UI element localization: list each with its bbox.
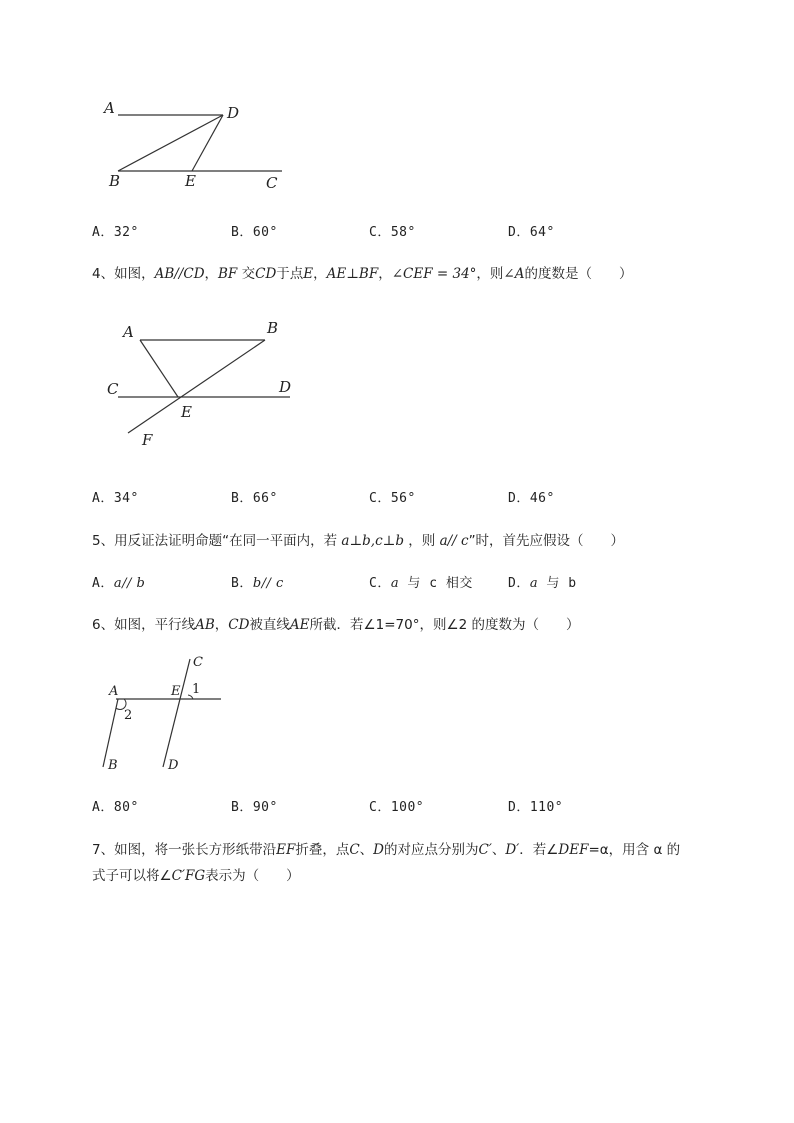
q6-option-d[interactable]: D．110° bbox=[508, 800, 564, 815]
q4-math-e: E bbox=[303, 266, 314, 282]
q6-label-c: C bbox=[193, 655, 203, 670]
q7-text: 表示为（ ） bbox=[205, 868, 300, 884]
q4-label-a: A bbox=[123, 323, 134, 341]
q6-line-ab bbox=[103, 699, 118, 767]
q4-label-c: C bbox=[107, 380, 119, 398]
q6-option-c[interactable]: C．100° bbox=[369, 800, 425, 815]
q5-option-b-head: B． bbox=[231, 576, 253, 591]
q7-math-d: D bbox=[373, 842, 384, 858]
q4-stem bbox=[92, 262, 632, 282]
q4-label-d: D bbox=[279, 378, 292, 396]
q5-option-a[interactable] bbox=[92, 572, 145, 591]
q5-option-c[interactable] bbox=[369, 572, 473, 591]
q6-label-angle-2: 2 bbox=[124, 708, 133, 723]
q3-label-a: A bbox=[104, 99, 115, 117]
q6-label-d: D bbox=[168, 758, 179, 773]
q6-prefix: 6、如图，平行线 bbox=[92, 617, 196, 633]
q4-math-angle-cef: ∠CEF = 34° bbox=[391, 266, 477, 282]
q3-label-c: C bbox=[266, 174, 278, 192]
q4-text: ，则 bbox=[476, 266, 504, 282]
q5-option-b-math: b// c bbox=[252, 576, 284, 591]
q4-text: 的度数是（ ） bbox=[524, 266, 633, 282]
q5-text: ”时，首先应假设（ ） bbox=[468, 533, 625, 549]
q6-label-b: B bbox=[108, 758, 118, 773]
q5-option-a-math: a// b bbox=[113, 576, 146, 591]
q5-option-b[interactable] bbox=[231, 572, 284, 591]
q6-math-ae: AE bbox=[289, 617, 310, 633]
q6-option-a[interactable]: A．80° bbox=[92, 800, 139, 815]
q7-text: 折叠，点 bbox=[295, 842, 350, 858]
q6-text: 所截．若∠1=70°，则∠2 的度数为（ ） bbox=[309, 617, 580, 633]
q5-option-d[interactable] bbox=[508, 572, 577, 591]
q7-math-def: DEF bbox=[558, 842, 589, 858]
q3-option-b[interactable]: B．60° bbox=[231, 225, 278, 240]
q5-option-c-head: C． bbox=[369, 576, 391, 591]
q7-math-c-prime-fg: C′FG bbox=[171, 868, 206, 884]
q5-option-c-tail: 与 c 相交 bbox=[399, 576, 473, 591]
q5-option-d-tail: 与 b bbox=[538, 576, 577, 591]
q6-label-angle-1: 1 bbox=[192, 682, 201, 697]
q6-math-cd: CD bbox=[228, 617, 250, 633]
q4-text: 交 bbox=[237, 266, 256, 282]
q6-line-cd bbox=[163, 659, 190, 767]
q4-text: ， bbox=[313, 266, 327, 282]
q7-math-c: C bbox=[349, 842, 360, 858]
q7-stem-line-2 bbox=[92, 864, 300, 884]
q4-option-d[interactable]: D．46° bbox=[508, 491, 555, 506]
q4-label-f: F bbox=[142, 431, 153, 449]
q7-text: ．若∠ bbox=[519, 842, 559, 858]
q6-option-b[interactable]: B．90° bbox=[231, 800, 278, 815]
q7-text: 式子可以将∠ bbox=[92, 868, 172, 884]
q4-math-cd: CD bbox=[255, 266, 277, 282]
q4-line-bf bbox=[128, 340, 265, 433]
q4-math-ae-bf: AE⊥BF bbox=[326, 266, 379, 282]
q7-text: 的对应点分别为 bbox=[384, 842, 479, 858]
q6-label-e: E bbox=[171, 684, 181, 699]
q6-label-a: A bbox=[109, 684, 119, 699]
q7-text: 7、如图，将一张长方形纸带沿 bbox=[92, 842, 277, 858]
q5-option-c-math: a bbox=[390, 576, 400, 591]
q5-math-premise: a⊥b,c⊥b bbox=[341, 533, 404, 549]
q3-label-d: D bbox=[227, 104, 240, 122]
q7-text: 、 bbox=[491, 842, 506, 858]
q4-figure bbox=[100, 315, 310, 455]
q4-option-a[interactable]: A．34° bbox=[92, 491, 139, 506]
q3-label-e: E bbox=[185, 172, 196, 190]
q6-figure bbox=[100, 652, 230, 774]
q5-prefix: 5、用反证法证明命题“在同一平面内，若 bbox=[92, 533, 338, 549]
q4-label-b: B bbox=[267, 319, 279, 337]
q4-label-e: E bbox=[181, 403, 192, 421]
q6-text: ， bbox=[214, 617, 229, 633]
q4-option-c[interactable]: C．56° bbox=[369, 491, 416, 506]
q4-option-b[interactable]: B．66° bbox=[231, 491, 278, 506]
q5-option-d-head: D． bbox=[508, 576, 530, 591]
q6-text: 被直线 bbox=[249, 617, 290, 633]
q7-text: 、 bbox=[359, 842, 374, 858]
q4-text: ， bbox=[204, 266, 219, 282]
q6-stem bbox=[92, 613, 579, 633]
q4-math-bf: BF bbox=[218, 266, 238, 282]
q3-option-a[interactable]: A．32° bbox=[92, 225, 139, 240]
q6-math-ab: AB bbox=[195, 617, 215, 633]
q5-stem bbox=[92, 529, 624, 549]
q5-text: ，则 bbox=[408, 533, 436, 549]
q4-text: ， bbox=[378, 266, 392, 282]
q7-math-c-prime: C′ bbox=[478, 842, 492, 858]
q7-stem-line-1 bbox=[92, 838, 680, 858]
q3-option-c[interactable]: C．58° bbox=[369, 225, 416, 240]
q3-label-b: B bbox=[109, 172, 121, 190]
q3-option-d[interactable]: D．64° bbox=[508, 225, 555, 240]
q4-prefix: 4、如图， bbox=[92, 266, 155, 282]
q7-math-d-prime: D′ bbox=[505, 842, 520, 858]
q5-math-conclusion: a// c bbox=[439, 533, 469, 549]
q4-math-angle-a: ∠A bbox=[503, 266, 525, 282]
q5-option-a-head: A． bbox=[92, 576, 114, 591]
q4-text: 于点 bbox=[276, 266, 304, 282]
q4-math-ab-cd: AB//CD bbox=[154, 266, 205, 282]
q4-line-ae bbox=[140, 340, 178, 397]
q7-math-ef: EF bbox=[276, 842, 296, 858]
q5-option-d-math: a bbox=[529, 576, 539, 591]
q7-text: =α，用含 α 的 bbox=[588, 842, 681, 858]
q3-figure bbox=[100, 95, 300, 195]
